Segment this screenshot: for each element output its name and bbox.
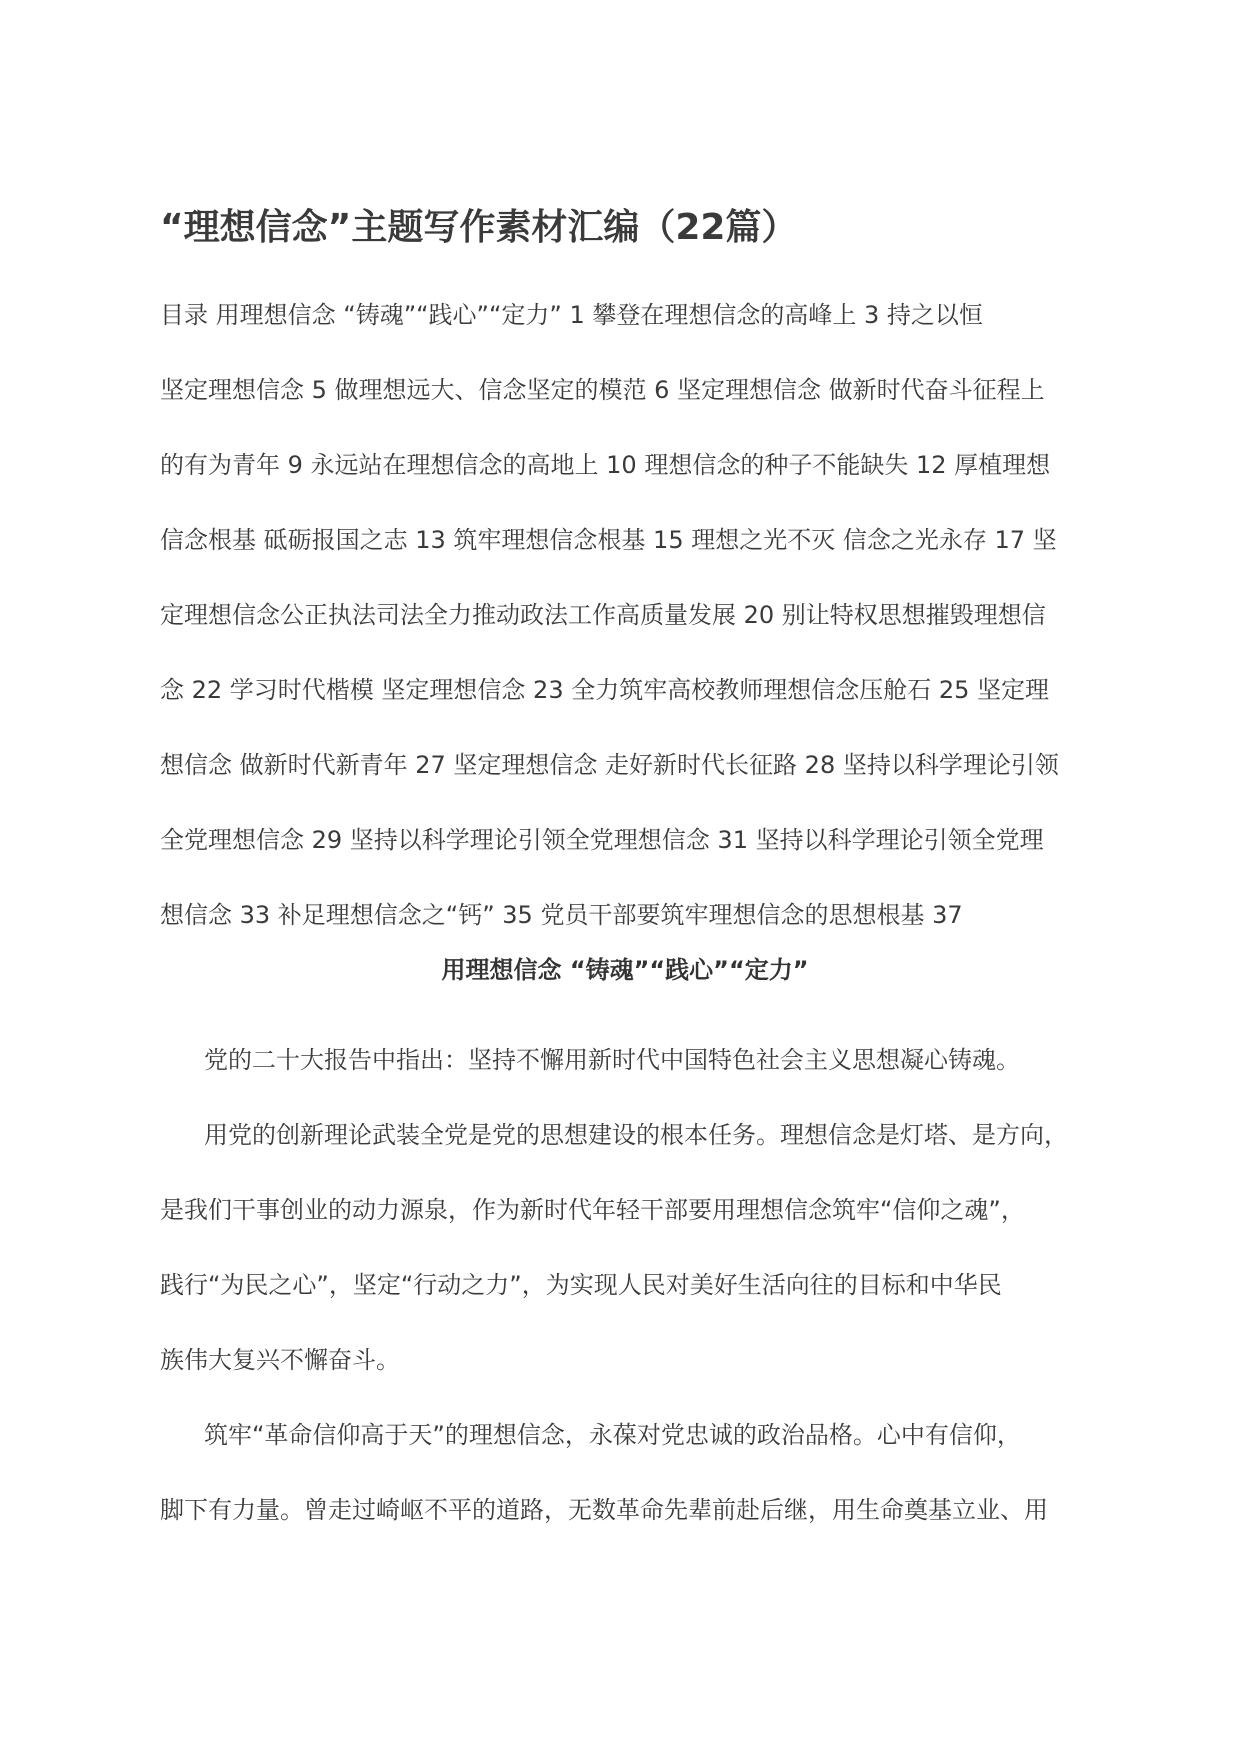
paragraph: [160, 1023, 1090, 1098]
toc-line: 的有为青年 9 永远站在理想信念的高地上 10 理想信念的种子不能缺失 12 厚植理想: [160, 451, 1051, 479]
toc-line: 念 22 学习时代楷模 坚定理想信念 23 全力筑牢高校教师理想信念压舱石 25 坚定理: [160, 676, 1050, 704]
paragraph-line: 用党的创新理论武装全党是党的思想建设的根本任务。理想信念是灯塔、是方向，: [204, 1121, 1068, 1149]
toc-line: 全党理想信念 29 坚持以科学理论引领全党理想信念 31 坚持以科学理论引领全党理: [160, 826, 1044, 854]
toc-line: 目录 用理想信念 “铸魂”“践心”“定力” 1 攀登在理想信念的高峰上 3 持之以恒: [160, 301, 983, 329]
toc-line: 定理想信念公正执法司法全力推动政法工作高质量发展 20 别让特权思想摧毁理想信: [160, 601, 1046, 629]
paragraph-line: 践行“为民之心”，坚定“行动之力”，为实现人民对美好生活向往的目标和中华民: [160, 1271, 1002, 1299]
paragraph: [160, 1098, 1090, 1398]
toc-line: 想信念 33 补足理想信念之“钙” 35 党员干部要筑牢理想信念的思想根基 37: [160, 901, 963, 929]
table-of-contents: [160, 278, 1090, 953]
document-title: “理想信念”主题写作素材汇编（22篇）: [160, 207, 798, 248]
toc-line: 想信念 做新时代新青年 27 坚定理想信念 走好新时代长征路 28 坚持以科学理论引领: [160, 751, 1059, 779]
section-heading: 用理想信念 “铸魂”“践心”“定力”: [441, 956, 809, 984]
paragraph-line: 是我们干事创业的动力源泉，作为新时代年轻干部要用理想信念筑牢“信仰之魂”，: [160, 1196, 1025, 1224]
paragraph-line: 筑牢“革命信仰高于天”的理想信念，永葆对党忠诚的政治品格。心中有信仰，: [204, 1421, 1021, 1449]
paragraph-line: 脚下有力量。曾走过崎岖不平的道路，无数革命先辈前赴后继，用生命奠基立业、用: [160, 1496, 1048, 1524]
body-text: [160, 1023, 1090, 1548]
toc-line: 坚定理想信念 5 做理想远大、信念坚定的模范 6 坚定理想信念 做新时代奋斗征程上: [160, 376, 1045, 404]
paragraph-line: 党的二十大报告中指出：坚持不懈用新时代中国特色社会主义思想凝心铸魂。: [204, 1046, 1020, 1074]
paragraph: [160, 1398, 1090, 1548]
paragraph-line: 族伟大复兴不懈奋斗。: [160, 1346, 400, 1374]
toc-line: 信念根基 砥砺报国之志 13 筑牢理想信念根基 15 理想之光不灭 信念之光永存 17 坚: [160, 526, 1057, 554]
